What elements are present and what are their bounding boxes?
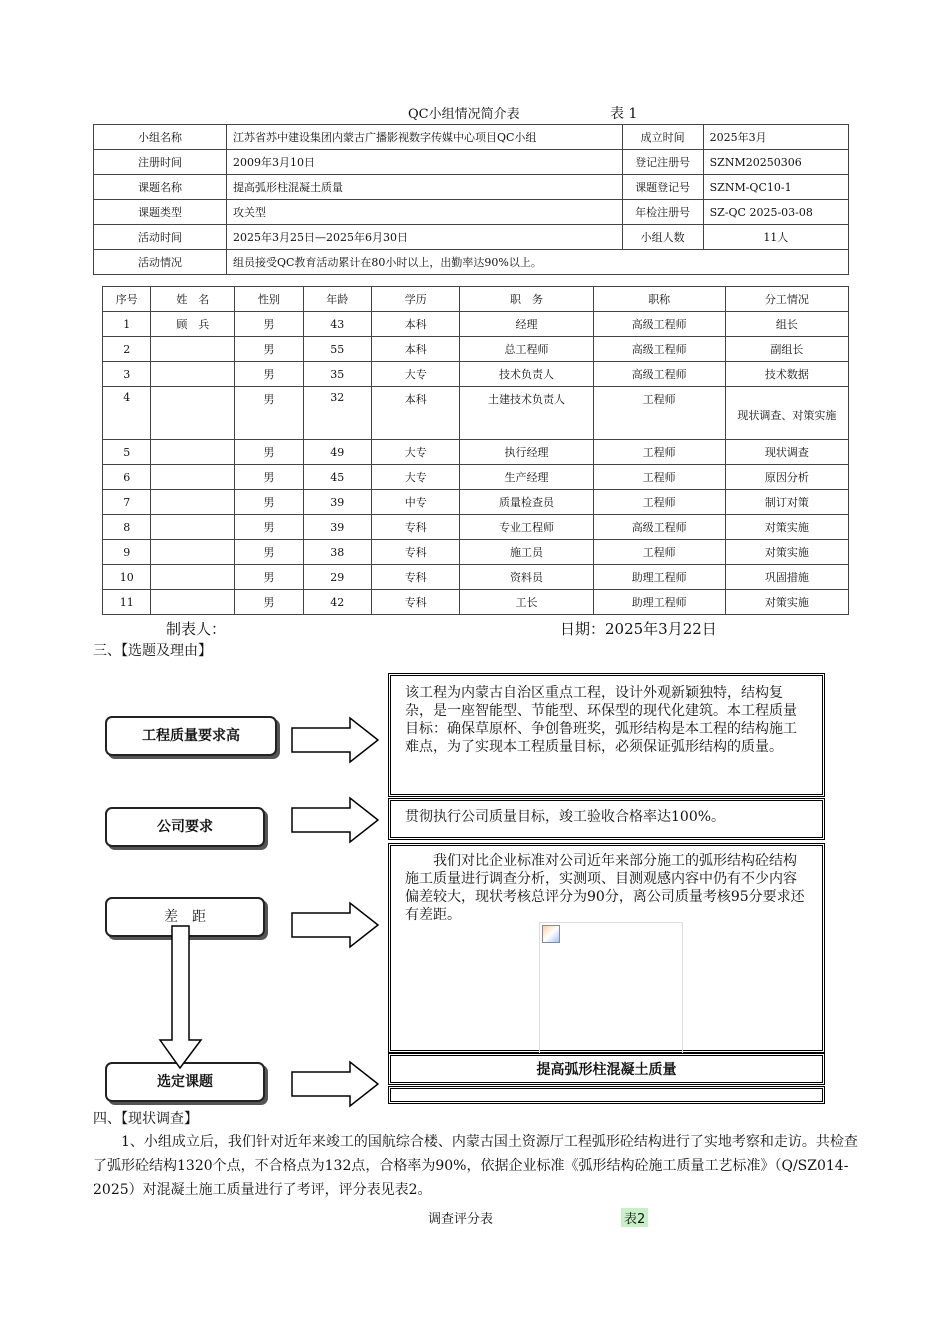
members-cell: 施工员 <box>460 540 593 565</box>
members-header-cell: 学历 <box>372 287 460 312</box>
members-cell: 对策实施 <box>725 540 848 565</box>
members-cell: 38 <box>303 540 372 565</box>
reason-text-3: 我们对比企业标准对公司近年来部分施工的弧形结构砼结构施工质量进行调查分析，实测项、目测观感内容中仍有不少内容偏差较大，现状考核总评分为90分，离公司质量考核95分要求还有差距。 <box>405 853 805 923</box>
members-cell: 专业工程师 <box>460 515 593 540</box>
members-cell: 资料员 <box>460 565 593 590</box>
members-header-cell: 序号 <box>103 287 151 312</box>
members-cell: 对策实施 <box>725 590 848 615</box>
members-cell: 本科 <box>372 337 460 362</box>
info-cell: 11人 <box>703 225 848 250</box>
members-cell: 男 <box>235 490 303 515</box>
members-cell: 技术负责人 <box>460 362 593 387</box>
info-cell: 2009年3月10日 <box>227 150 623 175</box>
members-cell: 10 <box>103 565 151 590</box>
members-cell: 高级工程师 <box>593 515 725 540</box>
members-cell: 男 <box>235 590 303 615</box>
info-cell: SZNM-QC10-1 <box>703 175 848 200</box>
members-header-cell: 姓 名 <box>151 287 235 312</box>
broken-image-placeholder <box>539 922 683 1054</box>
members-cell: 男 <box>235 465 303 490</box>
arrow-right-icon <box>292 718 378 762</box>
reason-box-2 <box>388 798 825 840</box>
gap-box: 差 距 <box>105 897 265 937</box>
members-header-cell: 性别 <box>235 287 303 312</box>
members-cell: 男 <box>235 540 303 565</box>
table2-tag: 表2 <box>621 1208 648 1227</box>
members-cell: 45 <box>303 465 372 490</box>
members-cell: 中专 <box>372 490 460 515</box>
info-cell: 江苏省苏中建设集团内蒙古广播影视数字传媒中心项目QC小组 <box>227 125 623 150</box>
section4-heading: 四、【现状调查】 <box>93 1111 198 1127</box>
members-cell: 工程师 <box>593 540 725 565</box>
reason-box-1 <box>388 673 825 797</box>
members-cell: 6 <box>103 465 151 490</box>
members-cell: 工程师 <box>593 387 725 440</box>
info-cell: 成立时间 <box>622 125 703 150</box>
info-cell: 2025年3月 <box>703 125 848 150</box>
info-cell: 课题登记号 <box>622 175 703 200</box>
members-cell: 9 <box>103 540 151 565</box>
members-cell: 制订对策 <box>725 490 848 515</box>
table2-title: 调查评分表 <box>428 1212 494 1227</box>
members-cell: 原因分析 <box>725 465 848 490</box>
members-cell: 男 <box>235 565 303 590</box>
reason-text-2: 贯彻执行公司质量目标，竣工验收合格率达100%。 <box>405 809 726 825</box>
image-icon <box>542 925 560 943</box>
members-cell: 专科 <box>372 590 460 615</box>
members-cell: 对策实施 <box>725 515 848 540</box>
info-cell: 2025年3月25日—2025年6月30日 <box>227 225 623 250</box>
members-cell: 1 <box>103 312 151 337</box>
members-cell: 11 <box>103 590 151 615</box>
reason-box-3 <box>388 843 825 1053</box>
info-cell: 登记注册号 <box>622 150 703 175</box>
members-cell: 高级工程师 <box>593 337 725 362</box>
members-cell: 高级工程师 <box>593 362 725 387</box>
members-cell: 42 <box>303 590 372 615</box>
members-cell: 本科 <box>372 387 460 440</box>
members-cell: 助理工程师 <box>593 565 725 590</box>
members-cell: 经理 <box>460 312 593 337</box>
members-cell: 土建技术负责人 <box>460 387 593 440</box>
table1-title: QC小组情况简介表 <box>408 107 520 122</box>
info-cell: SZNM20250306 <box>703 150 848 175</box>
members-cell: 大专 <box>372 465 460 490</box>
members-cell: 大专 <box>372 440 460 465</box>
arrow-right-icon <box>292 798 378 842</box>
members-cell: 组长 <box>725 312 848 337</box>
members-cell: 男 <box>235 312 303 337</box>
info-cell: 年检注册号 <box>622 200 703 225</box>
members-header-cell: 职称 <box>593 287 725 312</box>
members-cell: 男 <box>235 515 303 540</box>
members-cell: 专科 <box>372 515 460 540</box>
members-header-cell: 年龄 <box>303 287 372 312</box>
members-header-cell: 职 务 <box>460 287 593 312</box>
members-cell: 男 <box>235 362 303 387</box>
info-cell: 注册时间 <box>94 150 227 175</box>
members-cell: 32 <box>303 387 372 440</box>
members-cell: 男 <box>235 387 303 440</box>
members-cell: 现状调查、对策实施 <box>725 387 848 440</box>
members-header-cell: 分工情况 <box>725 287 848 312</box>
members-cell: 技术数据 <box>725 362 848 387</box>
members-cell: 专科 <box>372 540 460 565</box>
info-cell: SZ-QC 2025-03-08 <box>703 200 848 225</box>
members-cell: 副组长 <box>725 337 848 362</box>
members-cell: 工程师 <box>593 440 725 465</box>
members-cell: 生产经理 <box>460 465 593 490</box>
members-cell: 现状调查 <box>725 440 848 465</box>
members-cell: 顾 兵 <box>151 312 235 337</box>
members-cell: 39 <box>303 490 372 515</box>
members-cell: 巩固措施 <box>725 565 848 590</box>
company-requirement-box: 公司要求 <box>105 807 265 847</box>
members-cell: 49 <box>303 440 372 465</box>
members-cell: 8 <box>103 515 151 540</box>
members-cell: 5 <box>103 440 151 465</box>
members-cell: 工程师 <box>593 465 725 490</box>
maker-label: 制表人： <box>166 620 227 638</box>
members-cell: 高级工程师 <box>593 312 725 337</box>
activity-label: 活动情况 <box>94 250 227 275</box>
members-cell: 男 <box>235 440 303 465</box>
reason-text-1: 该工程为内蒙古自治区重点工程，设计外观新颖独特，结构复杂，是一座智能型、节能型、环保型的现代化建筑。本工程质量目标：确保草原杯、争创鲁班奖，弧形结构是本工程的结构施工难点，为了实现本工程质量目标，必须保证弧形结构的质量。 <box>405 685 797 755</box>
members-cell: 39 <box>303 515 372 540</box>
bottom-box <box>388 1086 825 1104</box>
members-cell: 4 <box>103 387 151 440</box>
members-cell: 3 <box>103 362 151 387</box>
members-cell: 本科 <box>372 312 460 337</box>
activity-value: 组员接受QC教育活动累计在80小时以上，出勤率达90%以上。 <box>227 250 849 275</box>
info-cell: 小组人数 <box>622 225 703 250</box>
info-cell: 提高弧形柱混凝土质量 <box>227 175 623 200</box>
members-cell: 大专 <box>372 362 460 387</box>
section4-paragraph: 1、小组成立后，我们针对近年来竣工的国航综合楼、内蒙古国土资源厅工程弧形砼结构进行了实地考察和走访。共检查了弧形砼结构1320个点，不合格点为132点，合格率为90%，依据企业标准《弧形结构砼施工质量工艺标准》（Q/SZ014-2025）对混凝土施工质量进行了考评，评分表见表2。 <box>93 1134 858 1198</box>
members-cell: 7 <box>103 490 151 515</box>
result-title: 提高弧形柱混凝土质量 <box>536 1062 677 1078</box>
members-cell: 男 <box>235 337 303 362</box>
members-cell: 执行经理 <box>460 440 593 465</box>
info-cell: 攻关型 <box>227 200 623 225</box>
date-label: 日期：2025年3月22日 <box>560 620 717 638</box>
arrow-down-icon <box>160 926 201 1068</box>
members-cell: 工长 <box>460 590 593 615</box>
members-cell: 29 <box>303 565 372 590</box>
table1-tag: 表 1 <box>610 106 638 122</box>
info-cell: 小组名称 <box>94 125 227 150</box>
info-cell: 课题类型 <box>94 200 227 225</box>
members-cell: 2 <box>103 337 151 362</box>
info-cell: 课题名称 <box>94 175 227 200</box>
select-topic-box: 选定课题 <box>105 1062 265 1102</box>
members-cell: 43 <box>303 312 372 337</box>
arrow-right-icon <box>292 903 378 947</box>
quality-requirement-box: 工程质量要求高 <box>105 716 277 756</box>
members-cell: 专科 <box>372 565 460 590</box>
members-cell: 35 <box>303 362 372 387</box>
members-cell: 助理工程师 <box>593 590 725 615</box>
members-cell: 总工程师 <box>460 337 593 362</box>
arrow-right-icon <box>292 1062 378 1106</box>
info-cell: 活动时间 <box>94 225 227 250</box>
result-box <box>388 1053 825 1085</box>
members-cell: 55 <box>303 337 372 362</box>
members-cell: 质量检查员 <box>460 490 593 515</box>
section3-heading: 三、【选题及理由】 <box>93 643 212 659</box>
members-cell: 工程师 <box>593 490 725 515</box>
